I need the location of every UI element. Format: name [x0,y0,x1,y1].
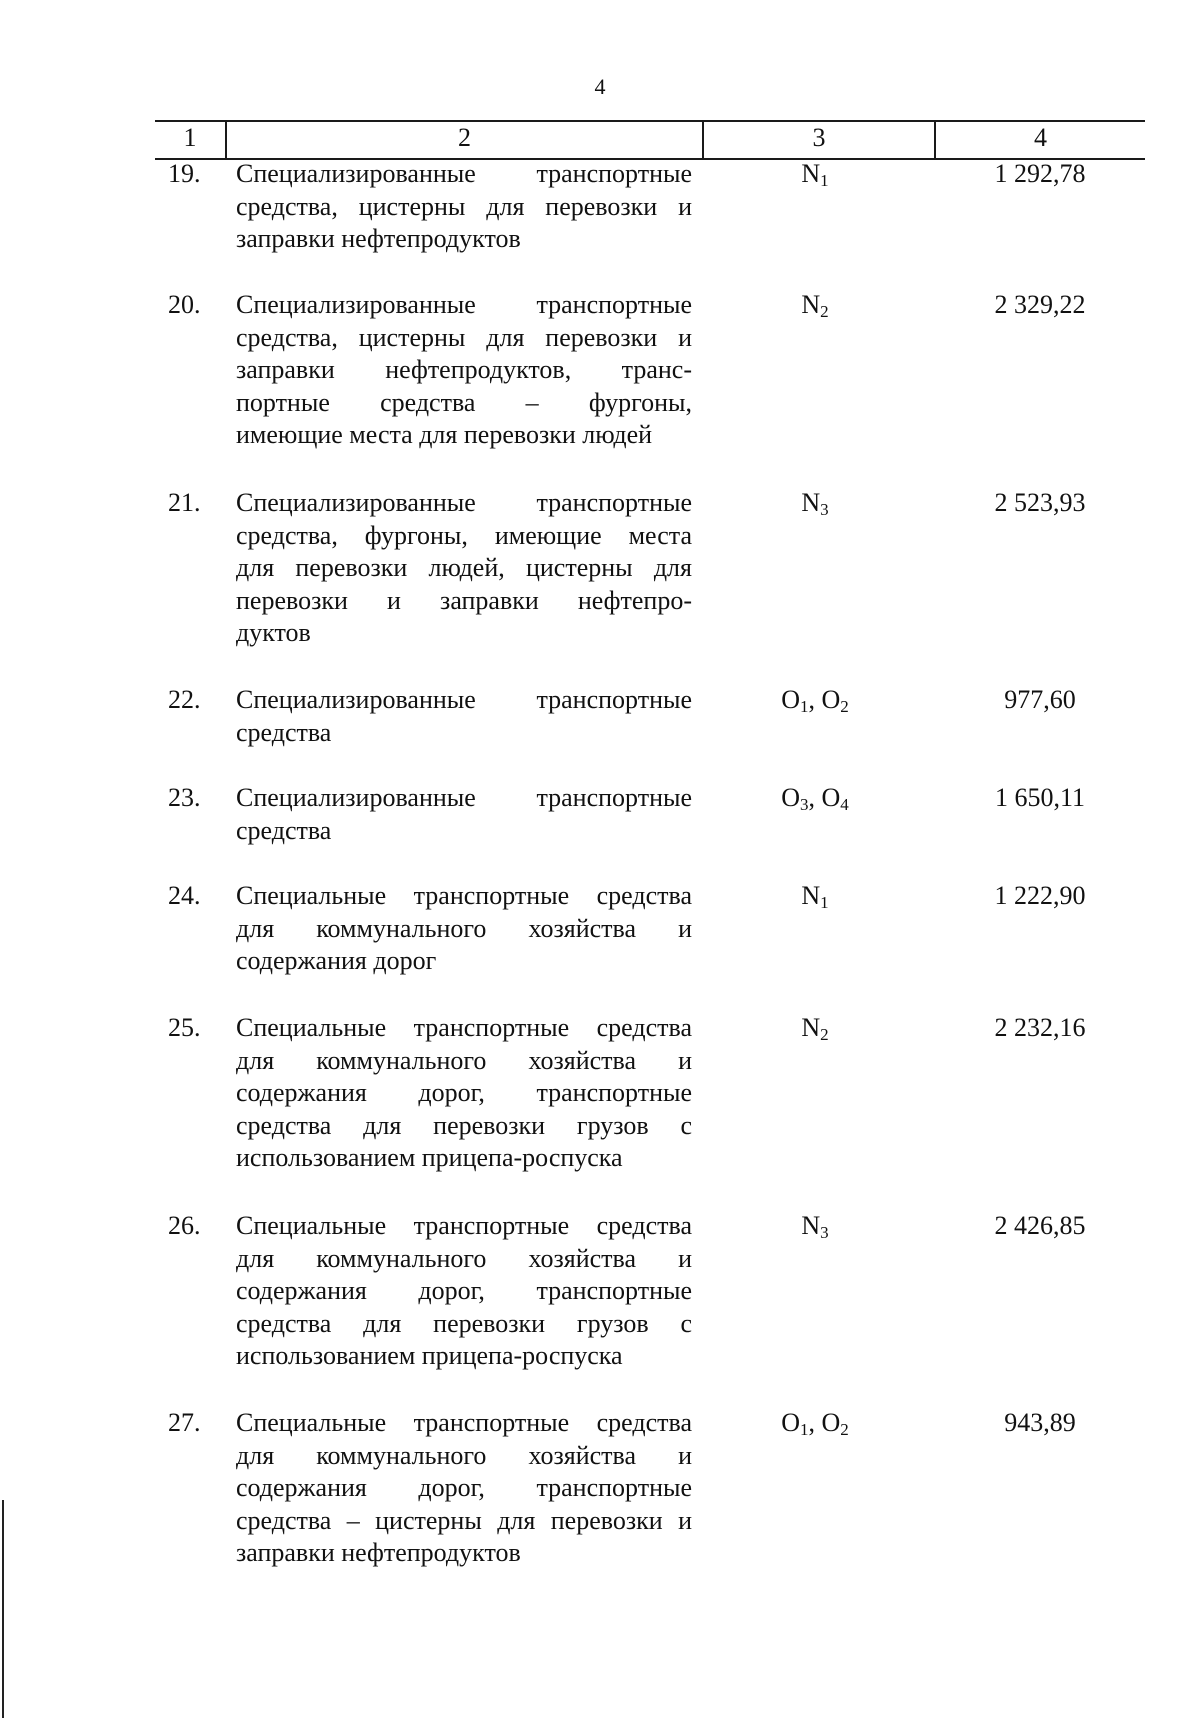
category-letter: O [781,685,800,714]
row-value: 2 426,85 [994,1211,1086,1240]
row-category [700,289,930,322]
description-line: дуктов [236,618,311,647]
description-line: Специализированные транспортные [236,159,692,188]
category-subscript: 2 [840,697,849,716]
category-subscript: 4 [840,795,849,814]
row-category: $O_3$, $O_4$ [781,783,849,814]
row-value: 2 232,16 [994,1013,1086,1042]
description-line: средства, цистерны для перевозки и [236,322,692,352]
description-line: Специальные транспортные средства [236,1013,692,1042]
category-letter: N [801,488,821,517]
description-line: содержания дорог [236,946,437,975]
description-line: средства [236,815,332,845]
row-category [700,1012,930,1045]
row-value: 1 222,90 [994,881,1086,910]
category-letter: O [821,1408,841,1437]
description-line: заправки нефтепродуктов, транс- [236,355,692,384]
description-line: содержания дорог, транспортные [236,1078,692,1107]
category-subscript: 1 [800,697,809,716]
row-description [236,684,692,749]
category-subscript: 3 [820,500,829,519]
description-line: Специальные транспортные средства [236,1408,692,1437]
description-line: портные средства – фургоны, [236,387,692,417]
scan-edge [2,1500,4,1718]
category-letter: N [801,290,821,319]
row-value: 1 650,11 [994,783,1086,812]
row-description [236,487,692,650]
category-subscript: 1 [800,1420,809,1439]
row-category: $O_1$, $O_2$ [781,685,849,716]
description-line: средства, фургоны, имеющие места [236,520,692,550]
description-line: содержания дорог, транспортные [236,1473,692,1502]
description-line: для коммунального хозяйства и [236,1243,692,1273]
row-description [236,880,692,978]
row-number: 23. [168,783,201,812]
row-number: 19. [168,159,201,188]
row-description [236,1210,692,1373]
description-line: заправки нефтепродуктов [236,224,521,253]
row-description [236,782,692,847]
row-number: 21. [168,488,201,517]
description-line: средства – цистерны для перевозки и [236,1505,692,1535]
row-category: $O_1$, $O_2$ [781,1408,849,1439]
category-letter: N [801,159,821,188]
row-description [236,1012,692,1175]
description-line: для коммунального хозяйства и [236,1440,692,1470]
description-line: средства, цистерны для перевозки и [236,191,692,221]
row-number: 25. [168,1013,201,1042]
category-letter: O [821,685,841,714]
row-category [700,158,930,191]
description-line: заправки нефтепродуктов [236,1538,521,1567]
row-value: 2 329,22 [994,290,1086,319]
category-letter: O [781,1408,800,1437]
header-col-3: 3 [812,123,826,152]
description-line: Специализированные транспортные [236,488,692,517]
category-subscript: 2 [820,302,829,321]
row-value: 2 523,93 [994,488,1086,517]
row-number: 27. [168,1408,201,1437]
row-description [236,289,692,452]
row-value: 943,89 [1004,1408,1076,1437]
category-subscript: 2 [820,1025,829,1044]
category-letter: O [781,783,800,812]
row-category [700,1210,930,1243]
description-line: Специализированные транспортные [236,783,692,812]
description-line: для перевозки людей, цистерны для [236,553,692,582]
row-description [236,1407,692,1570]
category-subscript: 3 [800,795,809,814]
row-description [236,158,692,256]
row-category [700,880,930,913]
description-line: содержания дорог, транспортные [236,1276,692,1305]
category-letter: N [801,1013,821,1042]
description-line: Специальные транспортные средства [236,881,692,910]
description-line: Специальные транспортные средства [236,1211,692,1240]
description-line: средства для перевозки грузов с [236,1308,692,1338]
row-value: 1 292,78 [994,159,1086,188]
category-subscript: 1 [820,893,829,912]
header-col-1: 1 [183,123,197,152]
description-line: средства для перевозки грузов с [236,1110,692,1140]
category-letter: O [821,783,841,812]
row-number: 22. [168,685,201,714]
category-subscript: 1 [820,171,829,190]
description-line: для коммунального хозяйства и [236,1045,692,1075]
table-top-border [155,120,1145,122]
page-number: 4 [594,74,606,99]
row-number: 24. [168,881,201,910]
description-line: использованием прицепа-роспуска [236,1341,623,1370]
category-letter: N [801,1211,821,1240]
header-col-2: 2 [458,123,471,152]
category-letter: N [801,881,821,910]
description-line: Специализированные транспортные [236,685,692,714]
description-line: Специализированные транспортные [236,290,692,319]
category-subscript: 3 [820,1223,829,1242]
description-line: имеющие места для перевозки людей [236,420,653,449]
row-category [700,487,930,520]
row-number: 20. [168,290,201,319]
description-line: для коммунального хозяйства и [236,913,692,943]
description-line: средства [236,717,332,747]
row-value: 977,60 [1004,685,1076,714]
description-line: использованием прицепа-роспуска [236,1143,623,1172]
category-subscript: 2 [840,1420,849,1439]
description-line: перевозки и заправки нефтепро- [236,585,692,615]
header-col-4: 4 [1034,123,1047,152]
row-number: 26. [168,1211,201,1240]
